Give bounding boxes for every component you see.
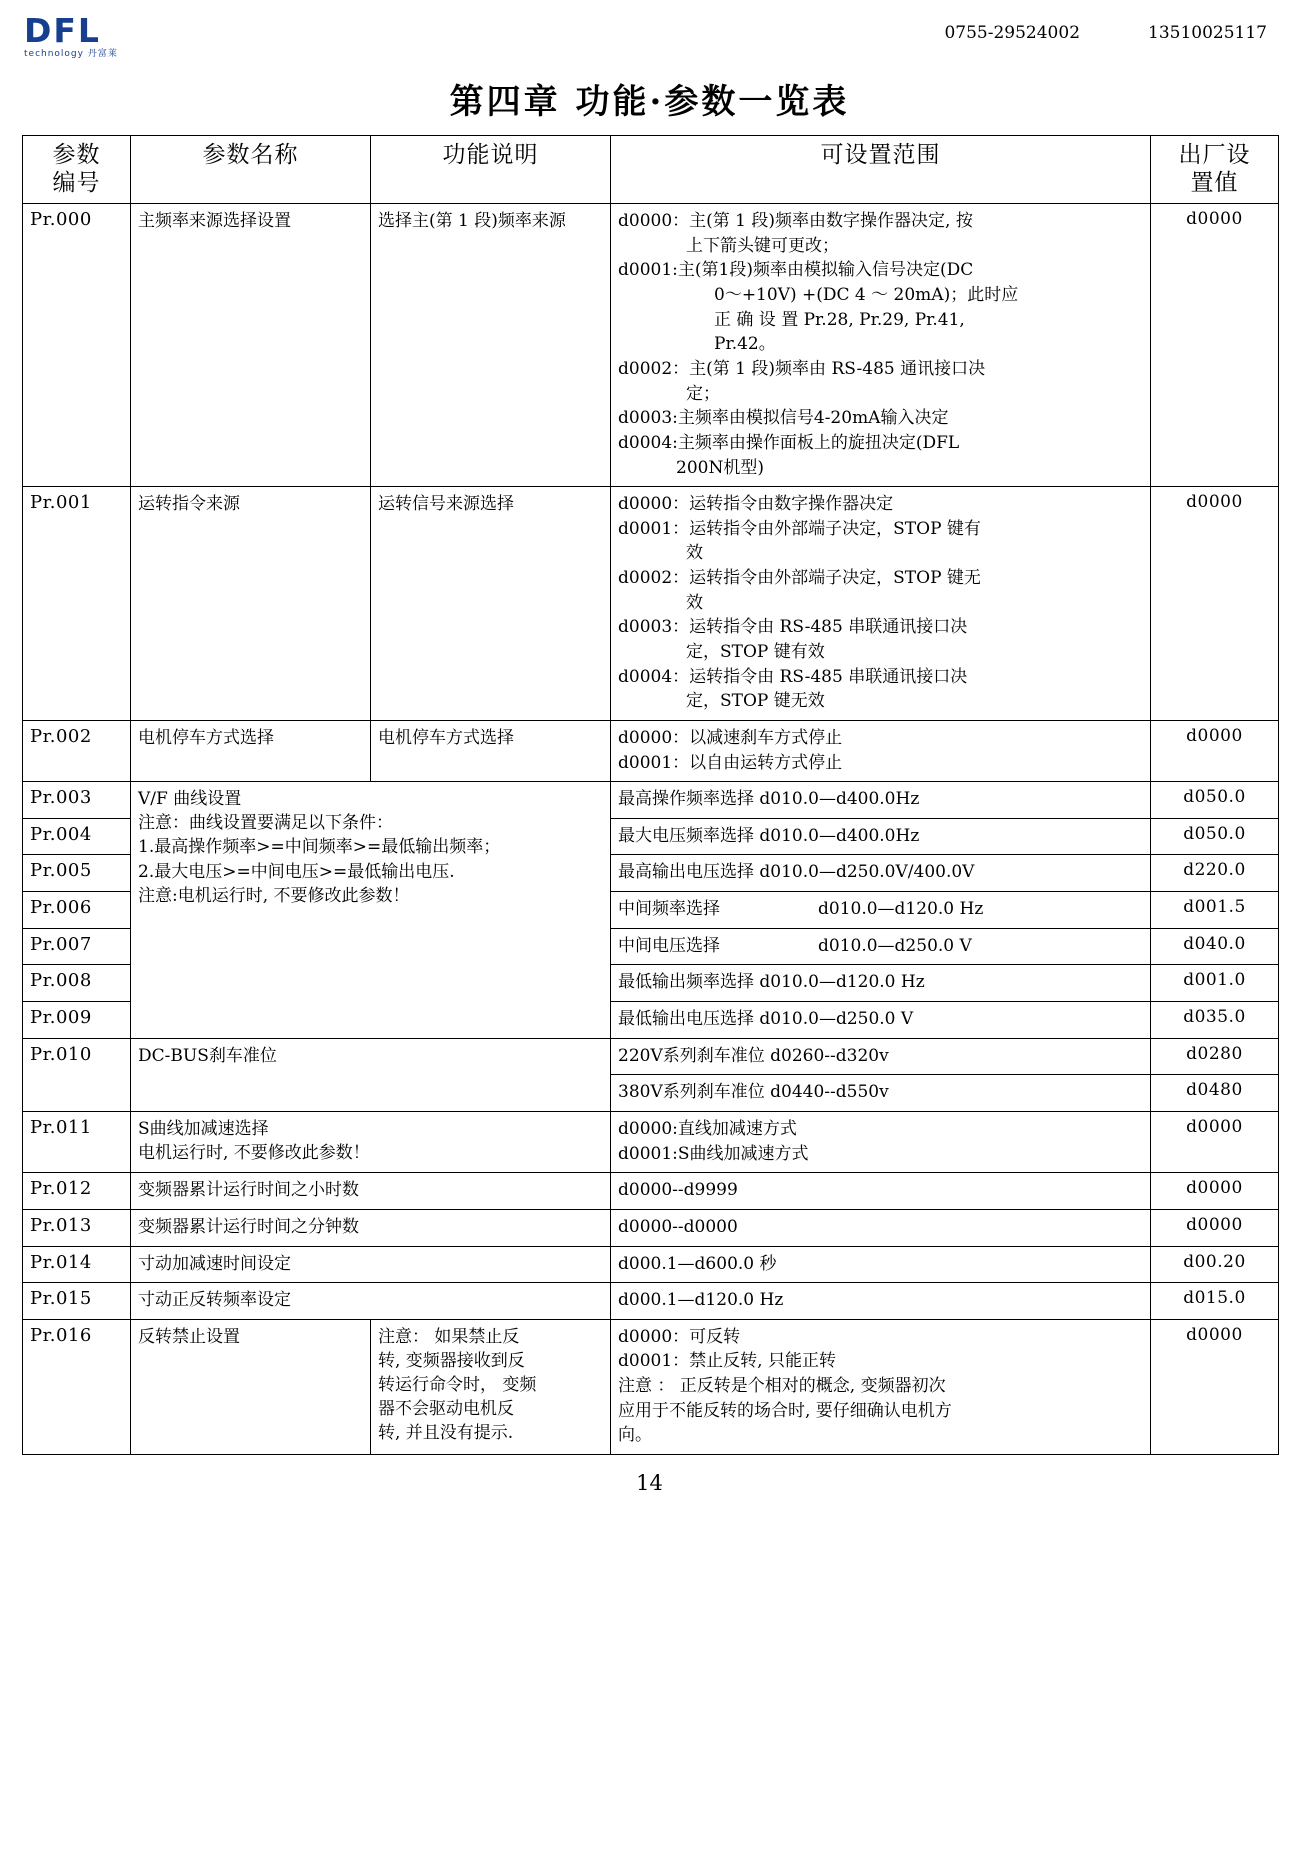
table-row xyxy=(23,782,1279,819)
param-number: Pr.010 xyxy=(23,1038,131,1111)
column-header-number xyxy=(23,136,131,204)
param-range xyxy=(611,720,1151,781)
column-header-range: 可设置范围 xyxy=(611,136,1151,204)
function-line: 转运行命令时， 变频 xyxy=(378,1375,537,1396)
function-line: 转, 并且没有提示. xyxy=(378,1423,514,1444)
table-row xyxy=(23,1038,1279,1075)
param-number: Pr.005 xyxy=(23,855,131,892)
range-line: d0000：以减速刹车方式停止 xyxy=(618,727,843,748)
range-line: 效 xyxy=(686,543,703,564)
param-number: Pr.009 xyxy=(23,1002,131,1039)
param-name xyxy=(131,1111,611,1172)
vf-curve-note xyxy=(131,782,611,1038)
vf-note-line: 1.最高操作频率>=中间频率>=最低输出频率； xyxy=(138,837,501,858)
range-line: 0～+10V) +(DC 4 ～ 20mA)；此时应 xyxy=(714,285,1019,306)
param-function: 运转信号来源选择 xyxy=(371,487,611,721)
param-default: d0000 xyxy=(1151,1111,1279,1172)
param-range: d0000--d9999 xyxy=(611,1173,1151,1210)
page-header xyxy=(22,10,1277,68)
range-line: 应用于不能反转的场合时, 要仔细确认电机方 xyxy=(618,1400,952,1421)
param-range: 220V系列刹车准位 d0260--d320v xyxy=(611,1038,1151,1075)
range-line: 正 确 设 置 Pr.28, Pr.29, Pr.41, xyxy=(714,309,965,330)
range-line: d0004:主频率由操作面板上的旋扭决定(DFL xyxy=(618,432,960,453)
param-range xyxy=(611,892,1151,929)
param-function: 电机停车方式选择 xyxy=(371,720,611,781)
param-function xyxy=(371,1319,611,1454)
param-function: 选择主(第 1 段)频率来源 xyxy=(371,204,611,487)
column-header-name: 参数名称 xyxy=(131,136,371,204)
vf-note-line: 2.最大电压>=中间电压>=最低输出电压. xyxy=(138,861,455,882)
function-line: 注意： 如果禁止反 xyxy=(378,1326,520,1347)
range-value: d010.0—d250.0 V xyxy=(818,935,972,956)
table-row xyxy=(23,1283,1279,1320)
table-row xyxy=(23,1173,1279,1210)
param-range: 最大电压频率选择 d010.0—d400.0Hz xyxy=(611,818,1151,855)
param-default: d050.0 xyxy=(1151,782,1279,819)
param-range: 380V系列刹车准位 d0440--d550v xyxy=(611,1075,1151,1112)
page-title: 第四章 功能·参数一览表 xyxy=(449,82,850,122)
param-default: d035.0 xyxy=(1151,1002,1279,1039)
param-name: 寸动正反转频率设定 xyxy=(131,1283,611,1320)
param-number: Pr.002 xyxy=(23,720,131,781)
param-range: 最低输出电压选择 d010.0—d250.0 V xyxy=(611,1002,1151,1039)
parameter-table xyxy=(22,135,1279,1455)
param-number: Pr.006 xyxy=(23,892,131,929)
param-name: 变频器累计运行时间之分钟数 xyxy=(131,1209,611,1246)
param-name: 寸动加减速时间设定 xyxy=(131,1246,611,1283)
param-name-line: 电机运行时, 不要修改此参数！ xyxy=(138,1143,370,1164)
param-default: d001.0 xyxy=(1151,965,1279,1002)
param-default: d050.0 xyxy=(1151,818,1279,855)
vf-note-line: V/F 曲线设置 xyxy=(138,789,242,810)
param-default: d0000 xyxy=(1151,720,1279,781)
param-number: Pr.000 xyxy=(23,204,131,487)
range-line: 效 xyxy=(686,592,703,613)
range-line: d0000：主(第 1 段)频率由数字操作器决定, 按 xyxy=(618,211,973,232)
table-row xyxy=(23,720,1279,781)
param-number: Pr.015 xyxy=(23,1283,131,1320)
param-range xyxy=(611,928,1151,965)
param-name: DC-BUS刹车准位 xyxy=(131,1038,611,1111)
range-label: 中间频率选择 xyxy=(618,899,720,920)
param-number: Pr.016 xyxy=(23,1319,131,1454)
table-row xyxy=(23,487,1279,721)
range-line: 定，STOP 键有效 xyxy=(686,641,825,662)
range-line: Pr.42。 xyxy=(714,334,776,355)
column-header-number-line1: 参数 xyxy=(52,142,101,168)
range-line: d0001:主(第1段)频率由模拟输入信号决定(DC xyxy=(618,260,974,281)
header-contacts xyxy=(944,14,1275,43)
table-row xyxy=(23,1246,1279,1283)
param-number: Pr.012 xyxy=(23,1173,131,1210)
page-number: 14 xyxy=(636,1471,663,1495)
range-line: d0000：运转指令由数字操作器决定 xyxy=(618,494,894,515)
param-number: Pr.011 xyxy=(23,1111,131,1172)
table-row xyxy=(23,1209,1279,1246)
param-name-line: S曲线加减速选择 xyxy=(138,1118,269,1139)
param-default: d040.0 xyxy=(1151,928,1279,965)
range-line: 定； xyxy=(686,383,720,404)
param-number: Pr.007 xyxy=(23,928,131,965)
table-row xyxy=(23,1319,1279,1454)
param-default: d0000 xyxy=(1151,1173,1279,1210)
range-line: d0001:S曲线加减速方式 xyxy=(618,1143,809,1164)
param-default: d0280 xyxy=(1151,1038,1279,1075)
range-line: d0001：禁止反转, 只能正转 xyxy=(618,1351,836,1372)
param-default: d220.0 xyxy=(1151,855,1279,892)
param-number: Pr.004 xyxy=(23,818,131,855)
param-name: 反转禁止设置 xyxy=(131,1319,371,1454)
param-name: 运转指令来源 xyxy=(131,487,371,721)
param-number: Pr.003 xyxy=(23,782,131,819)
range-line: d0002：运转指令由外部端子决定，STOP 键无 xyxy=(618,568,981,589)
param-default: d0000 xyxy=(1151,1209,1279,1246)
vf-note-line: 注意：曲线设置要满足以下条件： xyxy=(138,813,393,834)
param-range: 最高操作频率选择 d010.0—d400.0Hz xyxy=(611,782,1151,819)
range-line: 上下箭头键可更改； xyxy=(686,235,839,256)
param-number: Pr.001 xyxy=(23,487,131,721)
column-header-default xyxy=(1151,136,1279,204)
param-range xyxy=(611,204,1151,487)
column-header-default-line1: 出厂设 xyxy=(1178,142,1251,168)
param-range: 最高输出电压选择 d010.0—d250.0V/400.0V xyxy=(611,855,1151,892)
contact-phone-landline: 0755-29524002 xyxy=(944,23,1081,43)
param-default: d015.0 xyxy=(1151,1283,1279,1320)
param-default: d00.20 xyxy=(1151,1246,1279,1283)
param-default: d001.5 xyxy=(1151,892,1279,929)
logo-text: DFL xyxy=(24,11,101,50)
param-name: 主频率来源选择设置 xyxy=(131,204,371,487)
range-line: d0003:主频率由模拟信号4-20mA输入决定 xyxy=(618,408,949,429)
range-line: d0000:直线加减速方式 xyxy=(618,1118,797,1139)
function-line: 器不会驱动电机反 xyxy=(378,1399,514,1420)
range-value: d010.0—d120.0 Hz xyxy=(818,899,984,920)
vf-note-line: 注意:电机运行时, 不要修改此参数！ xyxy=(138,885,410,906)
column-header-number-line2: 编号 xyxy=(52,170,101,197)
range-line: d0004：运转指令由 RS-485 串联通讯接口决 xyxy=(618,666,968,687)
param-default: d0000 xyxy=(1151,204,1279,487)
param-range xyxy=(611,487,1151,721)
param-number: Pr.014 xyxy=(23,1246,131,1283)
range-line: d0001：运转指令由外部端子决定，STOP 键有 xyxy=(618,518,981,539)
contact-phone-mobile: 13510025117 xyxy=(1148,23,1267,43)
table-header-row xyxy=(23,136,1279,204)
param-range: d000.1—d120.0 Hz xyxy=(611,1283,1151,1320)
table-row xyxy=(23,1111,1279,1172)
param-range: d000.1—d600.0 秒 xyxy=(611,1246,1151,1283)
param-name: 电机停车方式选择 xyxy=(131,720,371,781)
range-line: 向。 xyxy=(618,1425,652,1446)
brand-logo xyxy=(24,11,118,59)
param-number: Pr.013 xyxy=(23,1209,131,1246)
function-line: 转, 变频器接收到反 xyxy=(378,1350,525,1371)
column-header-default-line2: 置值 xyxy=(1190,170,1239,197)
param-number: Pr.008 xyxy=(23,965,131,1002)
range-line: d0002：主(第 1 段)频率由 RS-485 通讯接口决 xyxy=(618,358,986,379)
range-line: 定，STOP 键无效 xyxy=(686,691,825,712)
range-line: d0003：运转指令由 RS-485 串联通讯接口决 xyxy=(618,617,968,638)
param-range xyxy=(611,1319,1151,1454)
logo-subtitle: technology 丹富莱 xyxy=(24,49,118,59)
column-header-function: 功能说明 xyxy=(371,136,611,204)
range-line: d0001：以自由运转方式停止 xyxy=(618,752,843,773)
param-default: d0000 xyxy=(1151,1319,1279,1454)
range-line: 200N机型) xyxy=(676,457,764,478)
param-default: d0480 xyxy=(1151,1075,1279,1112)
param-default: d0000 xyxy=(1151,487,1279,721)
range-line: 注意 ： 正反转是个相对的概念, 变频器初次 xyxy=(618,1376,946,1397)
table-row xyxy=(23,204,1279,487)
range-label: 中间电压选择 xyxy=(618,935,720,956)
param-range: d0000--d0000 xyxy=(611,1209,1151,1246)
param-name: 变频器累计运行时间之小时数 xyxy=(131,1173,611,1210)
param-range xyxy=(611,1111,1151,1172)
range-line: d0000：可反转 xyxy=(618,1326,741,1347)
param-range: 最低输出频率选择 d010.0—d120.0 Hz xyxy=(611,965,1151,1002)
